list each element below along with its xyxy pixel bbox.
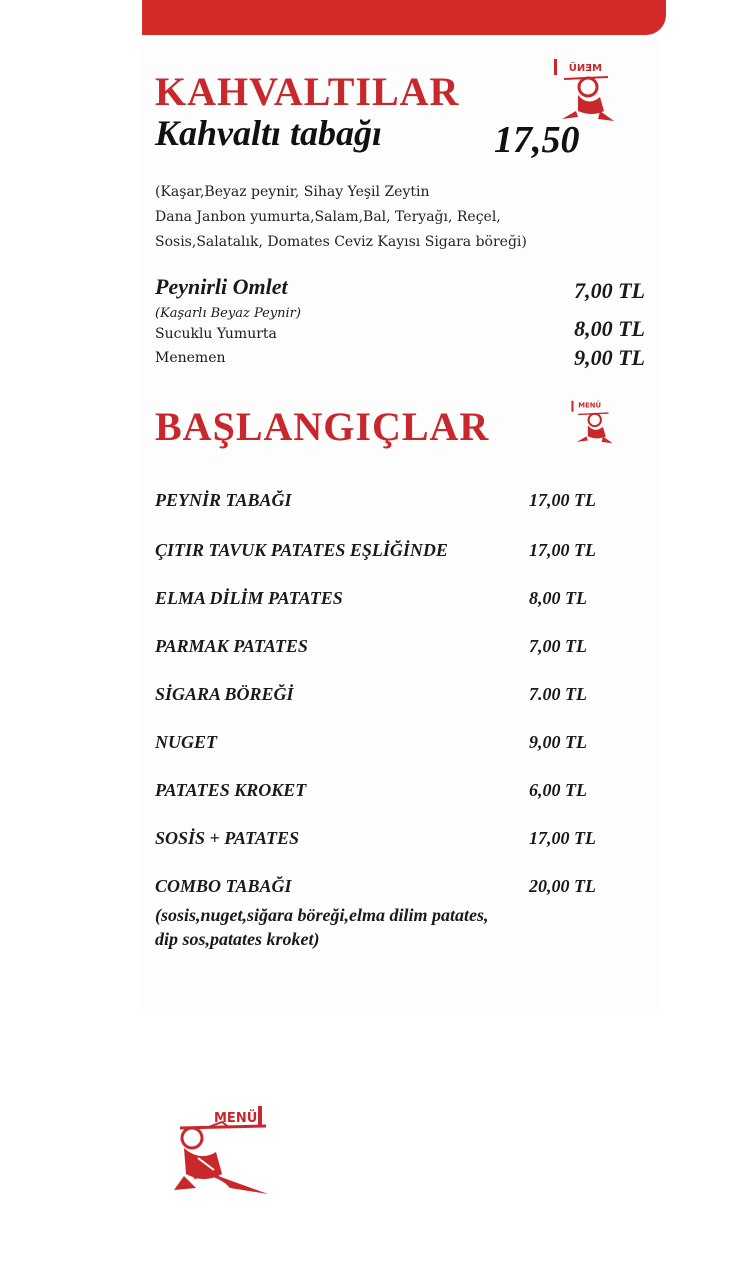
- description-line: Dana Janbon yumurta,Salam,Bal, Teryağı, Reçel,: [155, 209, 501, 225]
- item-price: 17,00 TL: [529, 828, 596, 848]
- item-name: NUGET: [155, 732, 217, 752]
- item-price: 17,00 TL: [529, 540, 596, 560]
- list-item: [155, 780, 625, 801]
- logo-text: MENÜ: [214, 1111, 258, 1126]
- chef-waiter-icon: [548, 55, 620, 125]
- item-price: 20,00 TL: [529, 876, 596, 896]
- list-item: [155, 540, 625, 561]
- item-name: Menemen: [155, 350, 226, 366]
- item-name: Peynirli Omlet: [155, 274, 288, 299]
- list-item: [155, 828, 625, 849]
- section-title-breakfast: KAHVALTILAR: [155, 69, 460, 114]
- description-line: (Kaşar,Beyaz peynir, Sihay Yeşil Zeytin: [155, 184, 430, 200]
- list-item: [155, 490, 625, 511]
- item-price: 17,00 TL: [529, 490, 596, 510]
- description-line: Sosis,Salatalık, Domates Ceviz Kayısı Sigara böreği): [155, 234, 527, 250]
- item-name: ELMA DİLİM PATATES: [155, 588, 343, 608]
- logo-text: MENÜ: [578, 401, 602, 410]
- breakfast-plate-price: 17,50: [494, 119, 580, 161]
- logo-text: MENÜ: [568, 63, 602, 74]
- menu-item-omlet: [155, 274, 645, 304]
- list-item: [155, 588, 625, 609]
- list-item: [155, 876, 625, 897]
- item-price: 6,00 TL: [529, 780, 587, 800]
- combo-description-line: dip sos,patates kroket): [155, 929, 320, 949]
- item-name: Sucuklu Yumurta: [155, 326, 277, 342]
- menu-item-sucuklu: [155, 316, 645, 346]
- section-title-starters: BAŞLANGIÇLAR: [155, 404, 490, 449]
- item-price: 8,00 TL: [529, 588, 587, 608]
- list-item: [155, 636, 625, 657]
- combo-description: [155, 903, 489, 951]
- top-accent-bar: [142, 0, 666, 35]
- chef-waiter-icon: [566, 398, 618, 446]
- combo-description-line: (sosis,nuget,siğara böreği,elma dilim patates,: [155, 905, 489, 925]
- chef-waiter-icon: [170, 1098, 274, 1202]
- item-name: SOSİS + PATATES: [155, 828, 299, 848]
- list-item: [155, 732, 625, 753]
- item-note: (Kaşarlı Beyaz Peynir): [155, 306, 301, 321]
- chef-logo-large: [170, 1098, 274, 1206]
- item-name: PEYNİR TABAĞI: [155, 490, 292, 510]
- breakfast-plate-description: [155, 180, 635, 255]
- breakfast-plate-name: Kahvaltı tabağı: [155, 113, 383, 153]
- item-price: 7.00 TL: [529, 684, 587, 704]
- item-name: PARMAK PATATES: [155, 636, 308, 656]
- item-price: 9,00 TL: [529, 732, 587, 752]
- item-name: PATATES KROKET: [155, 780, 307, 800]
- item-price: 7,00 TL: [529, 636, 587, 656]
- item-price: 8,00 TL: [574, 316, 645, 341]
- item-price: 7,00 TL: [574, 278, 645, 303]
- list-item: [155, 684, 625, 705]
- item-price: 9,00 TL: [574, 345, 645, 370]
- item-name: SİGARA BÖREĞİ: [155, 684, 294, 704]
- chef-logo-small-mid: [566, 398, 618, 450]
- item-name: COMBO TABAĞI: [155, 876, 292, 896]
- item-name: ÇITIR TAVUK PATATES EŞLİĞİNDE: [155, 540, 448, 560]
- menu-item-menemen: [155, 345, 645, 375]
